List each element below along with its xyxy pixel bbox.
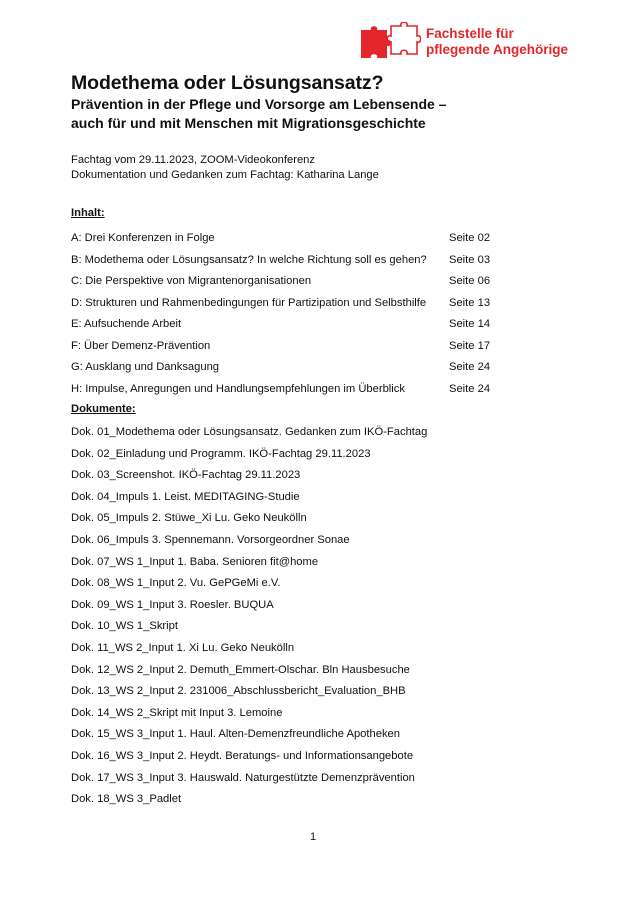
toc-entry-label: D: Strukturen und Rahmenbedingungen für Partizipation und Selbsthilfe bbox=[71, 296, 427, 309]
document-list-item: Dok. 02_Einladung und Programm. IKÖ-Fachtag 29.11.2023 bbox=[71, 447, 371, 460]
document-list-item: Dok. 04_Impuls 1. Leist. MEDITAGING-Studie bbox=[71, 490, 300, 503]
document-list-item: Dok. 17_WS 3_Input 3. Hauswald. Naturgestützte Demenzprävention bbox=[71, 771, 415, 784]
documents-list bbox=[71, 425, 427, 814]
subtitle-line-1: Prävention in der Pflege und Vorsorge am Lebensende – bbox=[71, 96, 447, 112]
logo-line-1: Fachstelle für bbox=[426, 26, 514, 41]
document-list-item: Dok. 15_WS 3_Input 1. Haul. Alten-Demenzfreundliche Apotheken bbox=[71, 728, 400, 741]
document-list-item: Dok. 12_WS 2_Input 2. Demuth_Emmert-Olschar. Bln Hausbesuche bbox=[71, 663, 410, 676]
document-list-item: Dok. 18_WS 3_Padlet bbox=[71, 793, 182, 806]
document-list-item: Dok. 16_WS 3_Input 2. Heydt. Beratungs- und Informationsangebote bbox=[71, 749, 414, 762]
toc-row bbox=[71, 253, 511, 275]
document-list-item: Dok. 08_WS 1_Input 2. Vu. GePGeMi e.V. bbox=[71, 577, 281, 590]
document-title: Modethema oder Lösungsansatz? bbox=[71, 72, 384, 94]
toc-entry-page: Seite 13 bbox=[449, 296, 491, 309]
contents-heading: Inhalt: bbox=[71, 207, 105, 219]
meta-line-2: Dokumentation und Gedanken zum Fachtag: Katharina Lange bbox=[71, 168, 379, 181]
toc-row bbox=[71, 296, 511, 318]
toc-entry-label: E: Aufsuchende Arbeit bbox=[71, 318, 182, 330]
toc-entry-label: B: Modethema oder Lösungsansatz? In welche Richtung soll es gehen? bbox=[71, 253, 427, 266]
toc-entry-label: F: Über Demenz-Prävention bbox=[71, 339, 211, 352]
toc-entry-page: Seite 14 bbox=[449, 318, 491, 330]
event-meta bbox=[71, 153, 379, 182]
toc-entry-page: Seite 02 bbox=[449, 232, 491, 244]
meta-line-1: Fachtag vom 29.11.2023, ZOOM-Videokonferenz bbox=[71, 154, 315, 166]
toc-row bbox=[71, 317, 511, 339]
toc-row bbox=[71, 360, 511, 382]
toc-entry-page: Seite 24 bbox=[449, 382, 491, 395]
document-subtitle bbox=[71, 95, 447, 133]
table-of-contents bbox=[71, 231, 511, 403]
toc-entry-page: Seite 03 bbox=[449, 253, 491, 266]
document-list-item: Dok. 13_WS 2_Input 2. 231006_Abschlussbericht_Evaluation_BHB bbox=[71, 685, 406, 698]
organization-logo bbox=[359, 20, 574, 64]
toc-entry-label: C: Die Perspektive von Migrantenorganisationen bbox=[71, 275, 312, 287]
toc-entry-label: G: Ausklang und Danksagung bbox=[71, 361, 220, 373]
toc-entry-page: Seite 17 bbox=[449, 339, 491, 352]
toc-entry-label: A: Drei Konferenzen in Folge bbox=[71, 232, 215, 244]
document-list-item: Dok. 06_Impuls 3. Spennemann. Vorsorgeordner Sonae bbox=[71, 533, 350, 546]
document-list-item: Dok. 05_Impuls 2. Stüwe_Xi Lu. Geko Neukölln bbox=[71, 512, 307, 525]
page-number: 1 bbox=[310, 831, 317, 843]
toc-row bbox=[71, 382, 511, 404]
document-list-item: Dok. 09_WS 1_Input 3. Roesler. BUQUA bbox=[71, 598, 274, 611]
documents-heading: Dokumente: bbox=[71, 403, 136, 415]
puzzle-pieces-icon bbox=[359, 22, 421, 62]
logo-line-2: pflegende Angehörige bbox=[426, 42, 569, 57]
toc-entry-page: Seite 06 bbox=[449, 275, 491, 287]
document-list-item: Dok. 01_Modethema oder Lösungsansatz. Gedanken zum IKÖ-Fachtag bbox=[71, 426, 428, 438]
toc-entry-page: Seite 24 bbox=[449, 361, 491, 373]
subtitle-line-2: auch für und mit Menschen mit Migrationsgeschichte bbox=[71, 115, 426, 131]
toc-row bbox=[71, 339, 511, 361]
toc-entry-label: H: Impulse, Anregungen und Handlungsempfehlungen im Überblick bbox=[71, 382, 405, 395]
document-list-item: Dok. 03_Screenshot. IKÖ-Fachtag 29.11.2023 bbox=[71, 469, 301, 482]
document-list-item: Dok. 10_WS 1_Skript bbox=[71, 620, 178, 633]
toc-row bbox=[71, 231, 511, 253]
toc-row bbox=[71, 274, 511, 296]
document-list-item: Dok. 14_WS 2_Skript mit Input 3. Lemoine bbox=[71, 706, 283, 719]
document-list-item: Dok. 11_WS 2_Input 1. Xi Lu. Geko Neukölln bbox=[71, 641, 295, 654]
document-list-item: Dok. 07_WS 1_Input 1. Baba. Senioren fit@home bbox=[71, 555, 319, 568]
